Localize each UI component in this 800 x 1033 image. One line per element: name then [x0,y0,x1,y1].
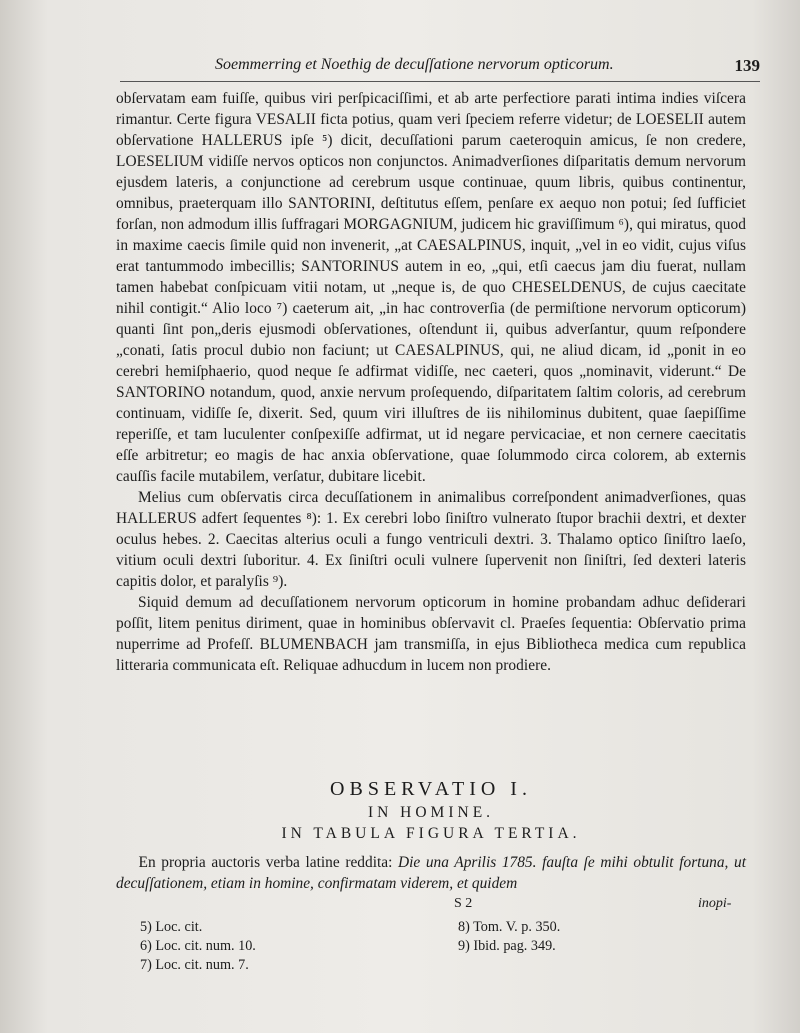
page-header [215,56,770,80]
signature-mark: S 2 [454,896,473,911]
observation-subtitle-1: IN HOMINE. [367,804,495,821]
running-title: Soemmerring et Noethig de decuſſatione nervorum opticorum. [215,56,614,73]
paragraph-1: obſervatam eam fuiſſe, quibus viri perſpicaciſſimi, et ab arte perfectiore parati intima indies viſcera rimantur. Certe figura VESALII ficta potius, quam veri ſpeciem referre videtur; de LOESELII autem obſervatione HALLERUS ipſe ⁵) dicit, decuſſationi parum caeteroquin amicus, ſe non credere, LOESELIUM vidiſſe nervos opticos non conjunctos. Animadverſiones diſparitatis demum nervorum ejusdem lateris, a conjunctione ad cerebrum usque continuae, quum libris, quibus continentur, omnibus, praeterquam illo SANTORINI, deſtitutus eſſem, penſare ex aequo non potui; ſed ſufficiet forſan, non admodum illis ſuffragari MORGAGNIUM, judicem hic graviſſimum ⁶), qui miratus, quod in maxime caecis ſimile quid non invenerit, „at CAESALPINUS, inquit, „vel in eo vidit, cujus viſus erat tantummodo imbecillis; SANTORINUS autem in eo, „qui, etſi caecus jam diu fuerat, nullam tamen habebat conſpicuam vitii notam, ut „neque is, de quo CHESELDENUS, de cujus caecitate nihil contigit.“ Alio loco ⁷) caeterum ait, „in hac controverſia (de permiſtione nervorum opticorum) quanti ſint pon„deris ejusmodi obſervationes, oſtendunt ii, quibus adverſantur, quum reſpondere „conati, ſatis procul dubio non faciunt; ut CAESALPINUS, qui, ne aliud dicam, id „ponit in eo cerebri hemiſphaerio, quod neque ſe adfirmat vidiſſe, nec caeteri, quos „nominavit, viderunt.“ De SANTORINO notandum, quod, anxie nervum proſequendo, diſparitatem ſaltim coloris, ad cerebrum continuam, vidiſſe ſe, dixerit. Sed, quum viri illuſtres de iis nihilominus dubitent, quae ſaepiſſime reperiſſe, et tam luculenter conſpexiſſe adfirmat, ut id negare pervicaciae, et non cernere caecitatis eſſe arbitretur; eo magis de hac anxia obſervatione, quae ſolummodo circa colorem, ab externis cauſſis facile mutabilem, verſatur, dubitare licebit. [116,90,746,485]
observation-paragraph [116,852,746,894]
footnote-6: 6) Loc. cit. num. 10. [140,938,256,954]
observation-lead: En propria auctoris verba latine reddita: [138,854,393,871]
catchword: inopi- [698,896,732,911]
footnote-9: 9) Ibid. pag. 349. [458,938,556,954]
footnotes-right [458,918,560,956]
page-number: 139 [734,56,760,75]
footnote-5: 5) Loc. cit. [140,919,203,935]
footnote-7: 7) Loc. cit. num. 7. [140,957,249,973]
main-text [116,88,746,676]
observation-title: OBSERVATIO I. [330,778,532,800]
footnote-8: 8) Tom. V. p. 350. [458,919,561,935]
observation-quote: Die una Aprilis 1785. fauſta ſe mihi obtulit fortuna, ut decuſſationem, etiam in homine, confirmatam viderem, et quidem [116,854,746,892]
footnotes-left [140,918,256,975]
header-rule [120,81,760,82]
paragraph-3: Siquid demum ad decuſſationem nervorum opticorum in homine probandam adhuc deſiderari poſſit, litem penitus diriment, quae in hominibus obſervavit cl. Praeſes ſequentia: Obſervatio prima nuperrime ad Profeſſ. BLUMENBACH jam transmiſſa, in ejus Bibliotheca medica cum republica litteraria communicata eſt. Reliquae adhucdum in lucem non prodiere. [116,594,746,674]
paragraph-2: Melius cum obſervatis circa decuſſationem in animalibus correſpondent animadverſiones, quas HALLERUS adfert ſequentes ⁸): 1. Ex cerebri lobo ſiniſtro vulnerato ſtupor brachii dextri, et dexter oculus hebes. 2. Caecitas alterius oculi a fungo ventriculi dextri. 3. Thalamo optico ſiniſtro laeſo, vitium oculi dextri ſuboritur. 4. Ex ſiniſtri oculi vulnere ſupervenit non ſiniſtri, ſed dexteri lateris capitis dolor, et paralyſis ⁹). [116,489,746,590]
observation-subtitle-2: IN TABULA FIGURA TERTIA. [281,825,581,842]
